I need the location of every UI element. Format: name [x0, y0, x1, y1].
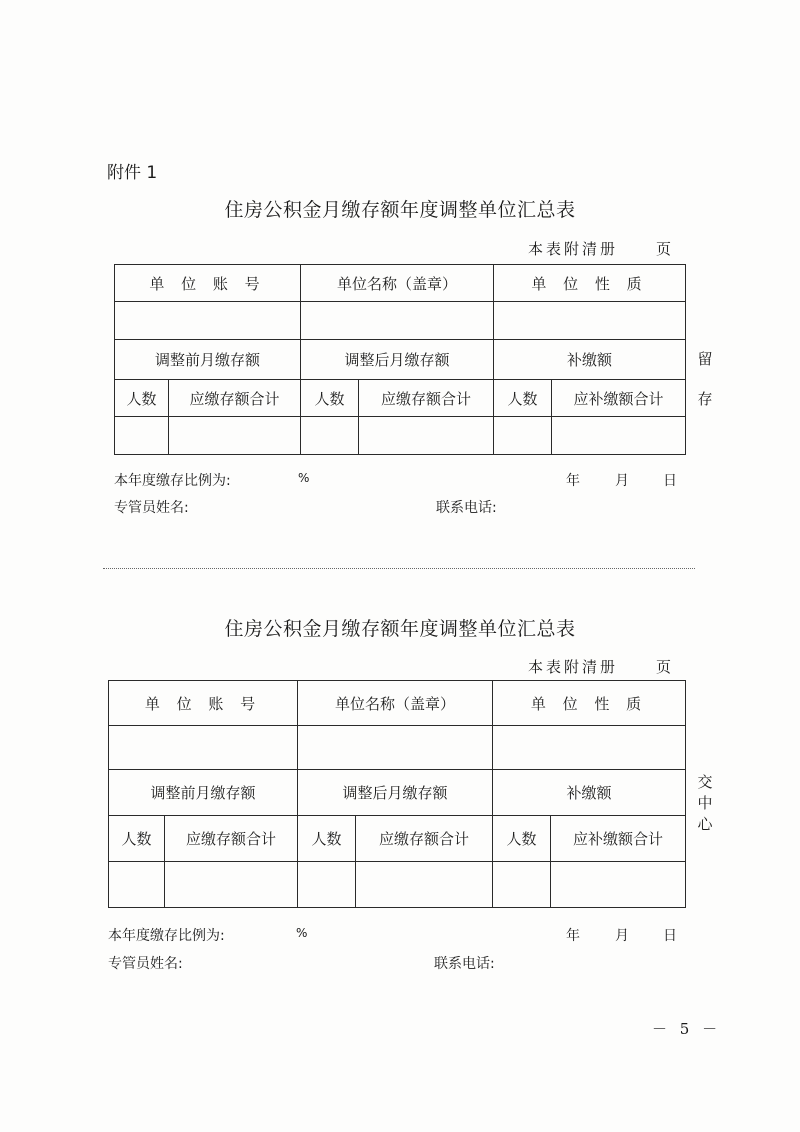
inventory-unit: 页 [656, 658, 675, 676]
sub-header-count: 人数 [494, 380, 552, 417]
side-note [693, 346, 717, 412]
side-char: 交 [697, 773, 713, 791]
manager-label: 专管员姓名: [114, 500, 189, 516]
value-cell[interactable] [109, 862, 165, 908]
inventory-text: 本表附清册 [528, 658, 619, 676]
side-char: 心 [697, 815, 713, 833]
group-before-adjust: 调整前月缴存额 [115, 340, 301, 380]
phone-label: 联系电话: [434, 956, 495, 972]
sub-header-count: 人数 [493, 816, 551, 862]
value-cell[interactable] [493, 862, 551, 908]
ratio-unit: % [298, 471, 310, 485]
value-cell[interactable] [169, 417, 301, 455]
value-cell[interactable] [115, 417, 169, 455]
ratio-unit: % [296, 926, 308, 940]
cut-line [103, 568, 695, 569]
name-cell[interactable] [298, 726, 493, 770]
sub-header-total: 应补缴额合计 [552, 380, 686, 417]
group-after-adjust: 调整后月缴存额 [298, 770, 493, 816]
date-day: 日 [663, 928, 677, 944]
side-note [693, 772, 717, 835]
summary-table [108, 680, 686, 908]
date-year: 年 [566, 928, 580, 944]
account-cell[interactable] [115, 302, 301, 340]
sub-header-total: 应缴存额合计 [359, 380, 494, 417]
col-header-type: 单 位 性 质 [493, 681, 686, 726]
inventory-text: 本表附清册 [528, 240, 619, 258]
phone-label: 联系电话: [436, 500, 497, 516]
date-day: 日 [663, 473, 677, 489]
attachment-label: 附件 1 [107, 163, 158, 183]
value-cell[interactable] [494, 417, 552, 455]
side-char: 留 [697, 350, 713, 368]
sub-header-total: 应缴存额合计 [169, 380, 301, 417]
form-title: 住房公积金月缴存额年度调整单位汇总表 [224, 199, 576, 221]
group-before-adjust: 调整前月缴存额 [109, 770, 298, 816]
value-cell[interactable] [301, 417, 359, 455]
inventory-unit: 页 [656, 240, 675, 258]
sub-header-count: 人数 [115, 380, 169, 417]
side-char: 中 [697, 794, 713, 812]
value-cell[interactable] [551, 862, 686, 908]
page-number: － 5 － [652, 1020, 722, 1038]
col-header-account: 单 位 账 号 [115, 265, 301, 302]
col-header-name: 单位名称（盖章） [301, 265, 494, 302]
ratio-label: 本年度缴存比例为: [114, 473, 231, 489]
sub-header-count: 人数 [301, 380, 359, 417]
value-cell[interactable] [552, 417, 686, 455]
sub-header-count: 人数 [298, 816, 356, 862]
inventory-note [528, 656, 674, 677]
account-cell[interactable] [109, 726, 298, 770]
type-cell[interactable] [494, 302, 686, 340]
value-cell[interactable] [165, 862, 298, 908]
sub-header-total: 应缴存额合计 [356, 816, 493, 862]
value-cell[interactable] [359, 417, 494, 455]
col-header-account: 单 位 账 号 [109, 681, 298, 726]
date-year: 年 [566, 473, 580, 489]
summary-table [114, 264, 686, 455]
col-header-name: 单位名称（盖章） [298, 681, 493, 726]
name-cell[interactable] [301, 302, 494, 340]
value-cell[interactable] [298, 862, 356, 908]
type-cell[interactable] [493, 726, 686, 770]
date-month: 月 [615, 473, 629, 489]
sub-header-total: 应缴存额合计 [165, 816, 298, 862]
value-cell[interactable] [356, 862, 493, 908]
col-header-type: 单 位 性 质 [494, 265, 686, 302]
ratio-label: 本年度缴存比例为: [108, 928, 225, 944]
inventory-note [528, 238, 674, 259]
manager-label: 专管员姓名: [108, 956, 183, 972]
group-supplement: 补缴额 [494, 340, 686, 380]
group-after-adjust: 调整后月缴存额 [301, 340, 494, 380]
group-supplement: 补缴额 [493, 770, 686, 816]
form-title: 住房公积金月缴存额年度调整单位汇总表 [224, 618, 576, 640]
sub-header-count: 人数 [109, 816, 165, 862]
side-char: 存 [697, 390, 713, 408]
sub-header-total: 应补缴额合计 [551, 816, 686, 862]
date-month: 月 [615, 928, 629, 944]
